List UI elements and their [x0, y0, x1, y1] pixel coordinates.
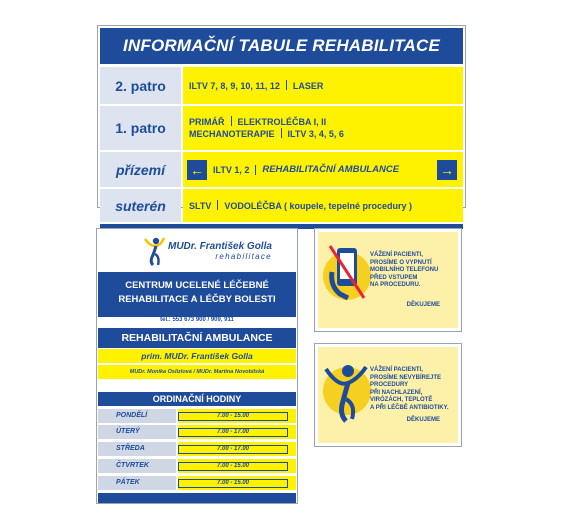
logo-subtitle: rehabilitace	[215, 251, 272, 261]
floor-label: suterén	[100, 189, 181, 222]
primary-doctor: prim. MUDr. František Golla	[98, 349, 296, 363]
floor-item: MECHANOTERAPIE	[189, 129, 275, 139]
floor-label: 2. patro	[100, 67, 181, 104]
day-label: STŘEDA	[98, 442, 176, 456]
center-title: CENTRUM UCELENÉ LÉČEBNÉ REHABILITACE A LÉČBY BOLESTI	[98, 272, 296, 317]
hours-title: ORDINAČNÍ HODINY	[98, 392, 296, 406]
floor-label: 1. patro	[100, 106, 181, 150]
floor-item: ELEKTROLÉČBA I, II	[237, 117, 327, 127]
time-value: 7.00 - 15.00	[178, 479, 288, 488]
notice-card-illness	[314, 343, 462, 447]
time-value: 7.00 - 15.00	[178, 412, 288, 421]
person-logo-icon	[142, 235, 166, 267]
clinic-sign	[96, 228, 298, 504]
ambulance-title: REHABILITAČNÍ AMBULANCE	[98, 328, 296, 348]
floor-row-ground	[100, 152, 463, 187]
notice-text: VÁŽENÍ PACIENTI, PROSÍME NEVYBÍREJTE PROCEDURY PŘI NACHLAZENÍ, VIRÓZÁCH, TEPLOTĚ A PŘI LÉČBĚ ANTIBIOTIKY.	[370, 367, 449, 411]
time-value: 7.00 - 17.00	[178, 445, 288, 454]
day-label: ČTVRTEK	[98, 459, 176, 473]
floor-item: LASER	[292, 80, 324, 91]
logo-name: MUDr. František Golla	[168, 240, 272, 252]
day-label: PONDĚLÍ	[98, 409, 176, 423]
no-phone-icon	[326, 242, 368, 306]
arrow-right-icon: →	[437, 160, 457, 180]
notice-text: VÁŽENÍ PACIENTI, PROSÍME O VYPNUTÍ MOBILNÍHO TELEFONU PŘED VSTUPEM NA PROCEDURU.	[370, 252, 439, 288]
arrow-left-icon: ←	[187, 160, 207, 180]
logo	[98, 230, 296, 271]
floor-item: VODOLÉČBA ( koupele, tepelné procedury )	[224, 200, 413, 211]
floor-item: ILTV 7, 8, 9, 10, 11, 12	[189, 80, 280, 91]
time-value: 7.00 - 17.00	[178, 428, 288, 437]
footer-bar	[98, 493, 296, 503]
floor-item: SLTV	[189, 200, 212, 211]
day-label: PÁTEK	[98, 476, 176, 490]
hours-row	[98, 425, 296, 439]
directory-sign	[97, 25, 466, 214]
doctors-list: MUDr. Monika Oslizlová / MUDr. Martina Novobilská	[98, 365, 296, 379]
notice-card-phone	[314, 228, 462, 332]
hours-row	[98, 459, 296, 473]
floor-item: PRIMÁŘ	[189, 117, 225, 127]
floor-row-2	[100, 67, 463, 104]
person-icon	[324, 359, 368, 423]
directory-title: INFORMAČNÍ TABULE REHABILITACE	[100, 28, 463, 64]
hours-row	[98, 476, 296, 490]
floor-row-1	[100, 106, 463, 150]
notice-thanks: DĚKUJEME	[406, 302, 440, 308]
hours-row	[98, 442, 296, 456]
hours-row	[98, 409, 296, 423]
phone-number: tel.: 553 673 900 / 909, 911	[160, 317, 234, 323]
floor-item-highlight: REHABILITAČNÍ AMBULANCE	[262, 163, 400, 175]
notice-thanks: DĚKUJEME	[406, 417, 440, 423]
floor-row-basement	[100, 189, 463, 222]
day-label: ÚTERÝ	[98, 425, 176, 439]
time-value: 7.00 - 15.00	[178, 462, 288, 471]
floor-item: ILTV 3, 4, 5, 6	[287, 129, 344, 139]
floor-item: ILTV 1, 2	[213, 164, 250, 175]
floor-label: přízemí	[100, 152, 181, 187]
